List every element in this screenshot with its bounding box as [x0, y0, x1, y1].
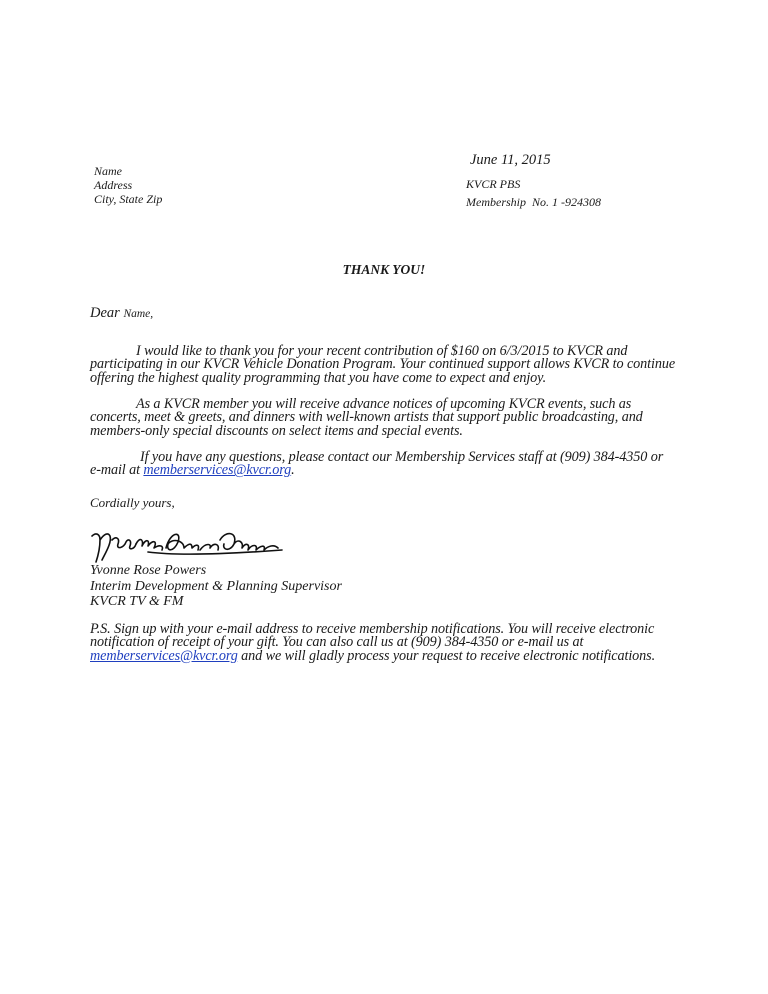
signature-block [90, 563, 342, 610]
recipient-name: Name [94, 164, 122, 178]
salutation-name: Name, [123, 308, 154, 320]
paragraph-1: I would like to thank you for your recent contribution of $160 on 6/3/2015 to KVCR and participating in our KVCR Vehicle Donation Program. Your continued support allows KVCR to continue offering the highest quality programming that you have come to expect and enjoy. [90, 343, 676, 386]
postscript-email-link[interactable]: memberservices@kvcr.org [90, 647, 238, 664]
handwritten-signature [88, 522, 288, 566]
salutation [90, 305, 153, 322]
membership-number: Membership No. 1 -924308 [466, 195, 601, 209]
signer-org: KVCR TV & FM [90, 594, 184, 609]
salutation-dear: Dear [90, 305, 120, 321]
letter-title: THANK YOU! [342, 262, 426, 277]
postscript-text: P.S. Sign up with your e-mail address to receive membership notifications. You will receive electronic notification of receipt of your gift. You can also call us at (909) 384-4350 or e-mail us at [90, 621, 655, 651]
paragraph-2: As a KVCR member you will receive advance notices of upcoming KVCR events, such as concerts, meet & greets, and dinners with well-known artists that support public broadcasting, and members-only special discounts on select items and special events. [90, 396, 643, 439]
paragraph-3 [90, 451, 670, 478]
paragraph-3-end: . [291, 462, 295, 479]
paragraph-3-text: If you have any questions, please contact our Membership Services staff at (909) 384-4350 or e-mail at [90, 449, 664, 479]
membership-email-link[interactable]: memberservices@kvcr.org [143, 462, 292, 479]
header-org: KVCR PBS [466, 177, 521, 191]
signer-name: Yvonne Rose Powers [90, 563, 207, 578]
recipient-city-state-zip: City, State Zip [94, 192, 163, 206]
signer-title: Interim Development & Planning Supervisor [90, 578, 342, 594]
letter-date: June 11, 2015 [470, 152, 551, 168]
recipient-address-block [94, 164, 294, 206]
postscript [90, 623, 678, 663]
closing: Cordially yours, [90, 495, 175, 510]
postscript-end: and we will gladly process your request to receive electronic notifications. [241, 647, 656, 664]
recipient-address: Address [94, 178, 133, 192]
